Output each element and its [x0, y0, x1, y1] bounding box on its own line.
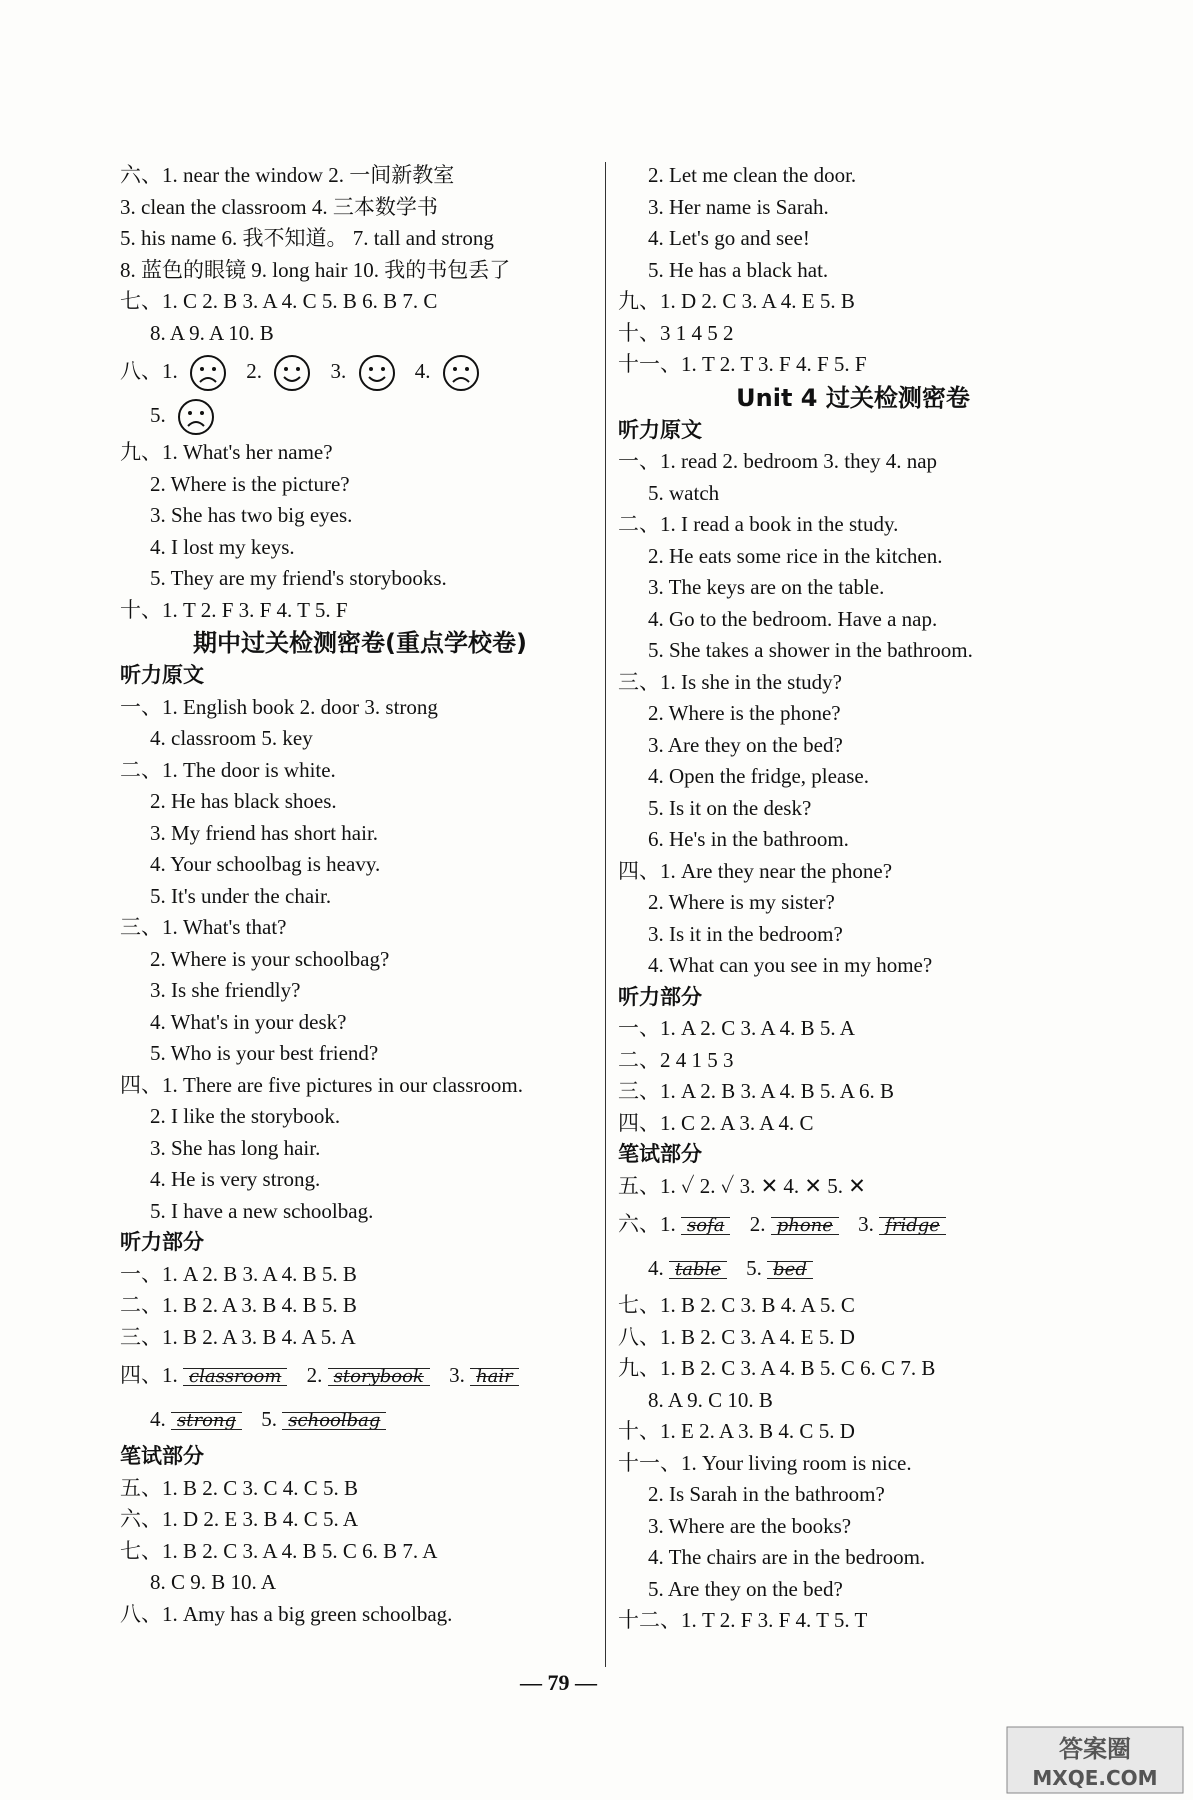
handwritten-word: hair	[470, 1362, 519, 1392]
answer-line: 八、1. B 2. C 3. A 4. E 5. D	[618, 1324, 855, 1349]
face-label: 4.	[414, 359, 431, 383]
answer-line: 十二、1. T 2. F 3. F 4. T 5. T	[618, 1608, 868, 1632]
handwriting-label: 3.	[449, 1363, 465, 1387]
face-label: 5.	[150, 403, 166, 427]
answer-line: 九、1. What's her name?	[120, 440, 333, 464]
script-line: 2. He eats some rice in the kitchen.	[648, 543, 943, 568]
script-line: 4. classroom 5. key	[150, 726, 313, 750]
face-label: 3.	[330, 359, 347, 383]
script-line: 3. Is she friendly?	[150, 978, 301, 1002]
answer-line: 3. She has two big eyes.	[150, 503, 353, 527]
answer-line: 八、1. Amy has a big green schoolbag.	[120, 1601, 453, 1626]
answer-line: 七、1. C 2. B 3. A 4. C 5. B 6. B 7. C	[120, 289, 438, 313]
script-line: 5. I have a new schoolbag.	[150, 1198, 374, 1223]
answer-line: 一、1. A 2. B 3. A 4. B 5. B	[120, 1261, 357, 1286]
script-line: 2. I like the storybook.	[150, 1104, 341, 1128]
sad-face-icon	[442, 354, 480, 392]
subsection-heading: 笔试部分	[120, 1444, 204, 1468]
faces-row	[120, 349, 600, 393]
script-line: 3. She has long hair.	[150, 1135, 321, 1160]
script-line: 5. She takes a shower in the bathroom.	[648, 638, 973, 662]
handwriting-label: 4.	[150, 1407, 166, 1431]
script-line: 一、1. English book 2. door 3. strong	[120, 694, 438, 719]
answer-line: 8. A 9. C 10. B	[648, 1387, 773, 1412]
handwritten-word: strong	[171, 1406, 242, 1436]
handwriting-prefix: 六、1.	[618, 1212, 676, 1236]
happy-face-icon	[273, 354, 311, 392]
answer-line: 四、1. C 2. A 3. A 4. C	[618, 1110, 814, 1135]
handwriting-row	[618, 1246, 1088, 1290]
script-line: 3. Is it in the bedroom?	[648, 921, 843, 946]
script-line: 2. Where is my sister?	[648, 890, 835, 914]
handwriting-label: 2.	[306, 1363, 323, 1387]
answer-line: 九、1. D 2. C 3. A 4. E 5. B	[618, 289, 855, 313]
handwritten-word: sofa	[681, 1211, 730, 1241]
answer-line: 二、2 4 1 5 3	[618, 1047, 734, 1072]
answer-line: 5. They are my friend's storybooks.	[150, 566, 447, 590]
script-line: 一、1. read 2. bedroom 3. they 4. nap	[618, 449, 938, 473]
svg-text:答案圈: 答案圈	[1059, 1735, 1131, 1763]
handwritten-word: schoolbag	[282, 1406, 386, 1436]
subsection-heading: 听力部分	[120, 1230, 204, 1254]
answer-line: 二、1. B 2. A 3. B 4. B 5. B	[120, 1293, 357, 1317]
answer-line: 8. A 9. A 10. B	[150, 320, 274, 345]
script-line: 2. Where is your schoolbag?	[150, 946, 390, 971]
handwritten-word: classroom	[183, 1362, 287, 1392]
handwriting-label: 5.	[746, 1256, 762, 1280]
script-line: 4. Your schoolbag is heavy.	[150, 852, 381, 876]
script-line: 二、1. I read a book in the study.	[618, 512, 899, 536]
answer-line: 十、1. E 2. A 3. B 4. C 5. D	[618, 1419, 855, 1443]
left-column	[120, 160, 600, 1630]
answer-line: 2. Let me clean the door.	[648, 163, 857, 187]
face-label: 2.	[246, 359, 262, 383]
script-line: 5. watch	[648, 480, 720, 505]
answer-line: 十、3 1 4 5 2	[618, 320, 734, 345]
answer-line: 三、1. B 2. A 3. B 4. A 5. A	[120, 1324, 356, 1349]
script-line: 二、1. The door is white.	[120, 757, 336, 782]
answer-line: 六、1. near the window 2. 一间新教室	[120, 163, 455, 187]
svg-text:MXQE.COM: MXQE.COM	[1032, 1766, 1158, 1790]
script-line: 4. Open the fridge, please.	[648, 764, 870, 788]
handwriting-prefix: 四、1.	[120, 1363, 178, 1387]
answer-line: 3. Where are the books?	[648, 1513, 852, 1538]
answer-line: 8. C 9. B 10. A	[150, 1570, 277, 1594]
answer-line: 2. Where is the picture?	[150, 471, 350, 496]
watermark-logo	[1005, 1725, 1185, 1795]
handwritten-word: bed	[767, 1255, 813, 1285]
answer-line: 一、1. A 2. C 3. A 4. B 5. A	[618, 1016, 855, 1040]
script-line: 四、1. Are they near the phone?	[618, 858, 893, 883]
right-column	[618, 160, 1088, 1637]
answer-line: 九、1. B 2. C 3. A 4. B 5. C 6. C 7. B	[618, 1356, 936, 1380]
handwriting-label: 4.	[648, 1256, 664, 1280]
answer-line: 3. clean the classroom 4. 三本数学书	[120, 194, 438, 219]
script-line: 4. Go to the bedroom. Have a nap.	[648, 606, 938, 631]
section-title: 期中过关检测密卷(重点学校卷)	[193, 629, 527, 657]
script-line: 4. What's in your desk?	[150, 1009, 347, 1034]
script-line: 5. Is it on the desk?	[648, 795, 812, 820]
sad-face-icon	[177, 398, 215, 436]
handwriting-label: 5.	[261, 1407, 278, 1431]
script-line: 2. He has black shoes.	[150, 789, 337, 813]
handwritten-word: phone	[771, 1211, 839, 1241]
subsection-heading: 听力部分	[618, 984, 702, 1009]
page-number: — 79 —	[520, 1670, 597, 1695]
script-line: 3. The keys are on the table.	[648, 575, 885, 599]
answer-line: 十、1. T 2. F 3. F 4. T 5. F	[120, 597, 348, 622]
script-line: 四、1. There are five pictures in our classroom.	[120, 1072, 523, 1097]
answer-line: 2. Is Sarah in the bathroom?	[648, 1482, 885, 1506]
answer-line: 五、1. ✓ 2. ✓ 3. ✕ 4. ✕ 5. ✕	[618, 1173, 866, 1198]
column-divider	[605, 162, 606, 1667]
subsection-heading: 笔试部分	[618, 1142, 702, 1166]
answer-line: 5. his name 6. 我不知道。 7. tall and strong	[120, 226, 494, 250]
script-line: 6. He's in the bathroom.	[648, 827, 849, 851]
sad-face-icon	[189, 354, 227, 392]
answer-line: 5. Are they on the bed?	[648, 1576, 843, 1601]
subsection-heading: 听力原文	[120, 663, 204, 687]
answer-line: 七、1. B 2. C 3. B 4. A 5. C	[618, 1293, 855, 1317]
faces-prefix: 八、1.	[120, 359, 178, 383]
script-line: 2. Where is the phone?	[648, 701, 841, 725]
handwriting-row	[618, 1202, 1088, 1246]
section-title: Unit 4 过关检测密卷	[736, 383, 970, 412]
answer-line: 5. He has a black hat.	[648, 257, 829, 282]
script-line: 3. My friend has short hair.	[150, 820, 379, 845]
answer-line: 8. 蓝色的眼镜 9. long hair 10. 我的书包丢了	[120, 257, 511, 282]
answer-line: 七、1. B 2. C 3. A 4. B 5. C 6. B 7. A	[120, 1538, 438, 1563]
script-line: 3. Are they on the bed?	[648, 732, 843, 757]
script-line: 三、1. What's that?	[120, 915, 287, 939]
happy-face-icon	[358, 354, 396, 392]
answer-line: 十一、1. T 2. T 3. F 4. F 5. F	[618, 352, 867, 376]
answer-line: 4. I lost my keys.	[150, 534, 295, 559]
handwriting-label: 2.	[749, 1212, 766, 1236]
script-line: 三、1. Is she in the study?	[618, 669, 842, 694]
handwriting-label: 3.	[858, 1212, 874, 1236]
answer-line: 三、1. A 2. B 3. A 4. B 5. A 6. B	[618, 1079, 894, 1103]
handwritten-word: table	[669, 1255, 727, 1285]
handwritten-word: fridge	[879, 1211, 946, 1241]
script-line: 5. It's under the chair.	[150, 883, 332, 908]
script-line: 4. What can you see in my home?	[648, 953, 933, 977]
answer-line: 十一、1. Your living room is nice.	[618, 1450, 912, 1475]
answer-line: 4. The chairs are in the bedroom.	[648, 1545, 926, 1569]
handwriting-row	[120, 1397, 600, 1441]
answer-line: 五、1. B 2. C 3. C 4. C 5. B	[120, 1475, 359, 1500]
answer-line: 3. Her name is Sarah.	[648, 194, 829, 219]
handwriting-row	[120, 1353, 600, 1397]
script-line: 5. Who is your best friend?	[150, 1041, 379, 1065]
script-line: 4. He is very strong.	[150, 1167, 321, 1191]
subsection-heading: 听力原文	[618, 417, 702, 442]
answer-line: 六、1. D 2. E 3. B 4. C 5. A	[120, 1507, 359, 1531]
answer-line: 4. Let's go and see!	[648, 226, 810, 250]
faces-row	[120, 393, 600, 437]
handwritten-word: storybook	[328, 1362, 430, 1392]
